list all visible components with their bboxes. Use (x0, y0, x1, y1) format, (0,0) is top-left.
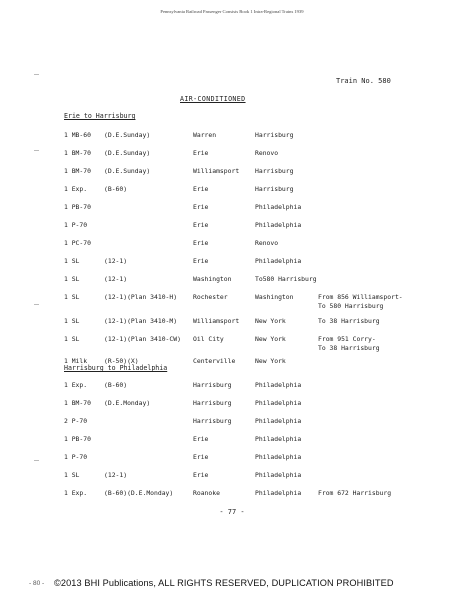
scan-edge-mark (34, 150, 39, 151)
consist-row (0, 381, 464, 391)
consist-row (0, 239, 464, 249)
footer-copyright: ©2013 BHI Publications, ALL RIGHTS RESERVED, DUPLICATION PROHIBITED (54, 578, 394, 588)
car-count-type: 1 BM-70 (64, 167, 91, 175)
car-equipment: (D.E.Monday) (104, 399, 151, 407)
section-title: Harrisburg to Philadelphia (64, 364, 168, 372)
consist-row (0, 203, 464, 213)
consist-row (0, 399, 464, 409)
car-destination: Harrisburg (255, 131, 294, 139)
consist-row (0, 489, 464, 499)
car-origin: Erie (193, 203, 209, 211)
car-count-type: 1 P-70 (64, 221, 88, 229)
car-equipment: (B-60) (104, 185, 128, 193)
car-destination: Philadelphia (255, 471, 302, 479)
car-count-type: 1 P-70 (64, 453, 88, 461)
page-header: Pennsylvania Railroad Passenger Consists Book 1 Intra-Regional Trains 1939 (160, 9, 304, 14)
car-origin: Roanoke (193, 489, 220, 497)
car-destination: Philadelphia (255, 257, 302, 265)
car-note: From 672 Harrisburg (318, 489, 392, 497)
car-count-type: 1 BM-70 (64, 399, 91, 407)
car-equipment: (12-1) (104, 257, 128, 265)
car-destination: Renovo (255, 149, 279, 157)
car-origin: Williamsport (193, 167, 240, 175)
car-origin: Erie (193, 221, 209, 229)
consist-row (0, 221, 464, 231)
car-equipment: (D.E.Sunday) (104, 131, 151, 139)
car-note: To 38 Harrisburg (318, 317, 380, 325)
consist-row (0, 417, 464, 427)
car-destination: Harrisburg (255, 185, 294, 193)
car-destination: Washington (255, 293, 294, 301)
car-count-type: 1 PC-70 (64, 239, 91, 247)
consist-row (0, 293, 464, 310)
consist-row (0, 185, 464, 195)
car-count-type: 1 BM-70 (64, 149, 91, 157)
car-destination: Philadelphia (255, 489, 302, 497)
car-count-type: 2 P-70 (64, 417, 88, 425)
car-equipment: (12-1)(Plan 3410-M) (104, 317, 178, 325)
consist-row (0, 335, 464, 352)
car-count-type: 1 SL (64, 317, 80, 325)
consist-row (0, 317, 464, 327)
car-count-type: 1 SL (64, 275, 80, 283)
car-count-type: 1 SL (64, 471, 80, 479)
car-count-type: 1 SL (64, 257, 80, 265)
car-origin: Warren (193, 131, 217, 139)
car-equipment: (D.E.Sunday) (104, 167, 151, 175)
car-equipment: (B-60)(D.E.Monday) (104, 489, 174, 497)
car-equipment: (D.E.Sunday) (104, 149, 151, 157)
scan-edge-mark (34, 74, 39, 75)
car-origin: Rochester (193, 293, 228, 301)
page-number: - 77 - (219, 508, 245, 516)
consist-row (0, 167, 464, 177)
car-origin: Erie (193, 185, 209, 193)
footer-folio: - 80 - (29, 580, 45, 587)
car-origin: Erie (193, 149, 209, 157)
car-destination: New York (255, 357, 286, 365)
car-origin: Erie (193, 453, 209, 461)
car-origin: Erie (193, 435, 209, 443)
car-note: From 951 Corry- To 38 Harrisburg (318, 335, 380, 352)
consist-row (0, 435, 464, 445)
car-destination: New York (255, 335, 286, 343)
car-equipment: (B-60) (104, 381, 128, 389)
car-note: From 856 Williamsport- To 580 Harrisburg (318, 293, 403, 310)
car-destination: To580 Harrisburg (255, 275, 317, 283)
car-destination: Renovo (255, 239, 279, 247)
car-equipment: (12-1)(Plan 3410-H) (104, 293, 178, 301)
car-equipment: (R-50)(X) (104, 357, 139, 365)
car-destination: Philadelphia (255, 399, 302, 407)
consist-row (0, 453, 464, 463)
car-origin: Harrisburg (193, 381, 232, 389)
car-count-type: 1 PB-70 (64, 435, 91, 443)
car-destination: Philadelphia (255, 203, 302, 211)
car-count-type: 1 Milk (64, 357, 88, 365)
car-destination: Philadelphia (255, 221, 302, 229)
car-destination: New York (255, 317, 286, 325)
car-count-type: 1 Exp. (64, 381, 88, 389)
car-equipment: (12-1) (104, 471, 128, 479)
scan-edge-mark (34, 460, 39, 461)
car-origin: Erie (193, 471, 209, 479)
car-origin: Oil City (193, 335, 224, 343)
train-number: Train No. 580 (336, 77, 391, 85)
car-count-type: 1 MB-60 (64, 131, 91, 139)
car-equipment: (12-1) (104, 275, 128, 283)
consist-row (0, 149, 464, 159)
car-destination: Philadelphia (255, 435, 302, 443)
car-destination: Philadelphia (255, 453, 302, 461)
footer (0, 578, 464, 592)
air-conditioned-heading: AIR-CONDITIONED (180, 95, 246, 103)
car-count-type: 1 Exp. (64, 489, 88, 497)
car-count-type: 1 PB-70 (64, 203, 91, 211)
car-origin: Washington (193, 275, 232, 283)
car-origin: Harrisburg (193, 417, 232, 425)
consist-row (0, 471, 464, 481)
car-origin: Williamsport (193, 317, 240, 325)
car-equipment: (12-1)(Plan 3410-CW) (104, 335, 181, 343)
consist-row (0, 257, 464, 267)
car-origin: Erie (193, 239, 209, 247)
car-origin: Erie (193, 257, 209, 265)
car-origin: Harrisburg (193, 399, 232, 407)
section-title: Erie to Harrisburg (64, 112, 136, 120)
car-origin: Centerville (193, 357, 236, 365)
car-count-type: 1 SL (64, 335, 80, 343)
car-count-type: 1 SL (64, 293, 80, 301)
car-destination: Harrisburg (255, 167, 294, 175)
car-destination: Philadelphia (255, 381, 302, 389)
scan-edge-mark (34, 304, 39, 305)
car-destination: Philadelphia (255, 417, 302, 425)
consist-row (0, 275, 464, 285)
consist-row (0, 131, 464, 141)
car-count-type: 1 Exp. (64, 185, 88, 193)
